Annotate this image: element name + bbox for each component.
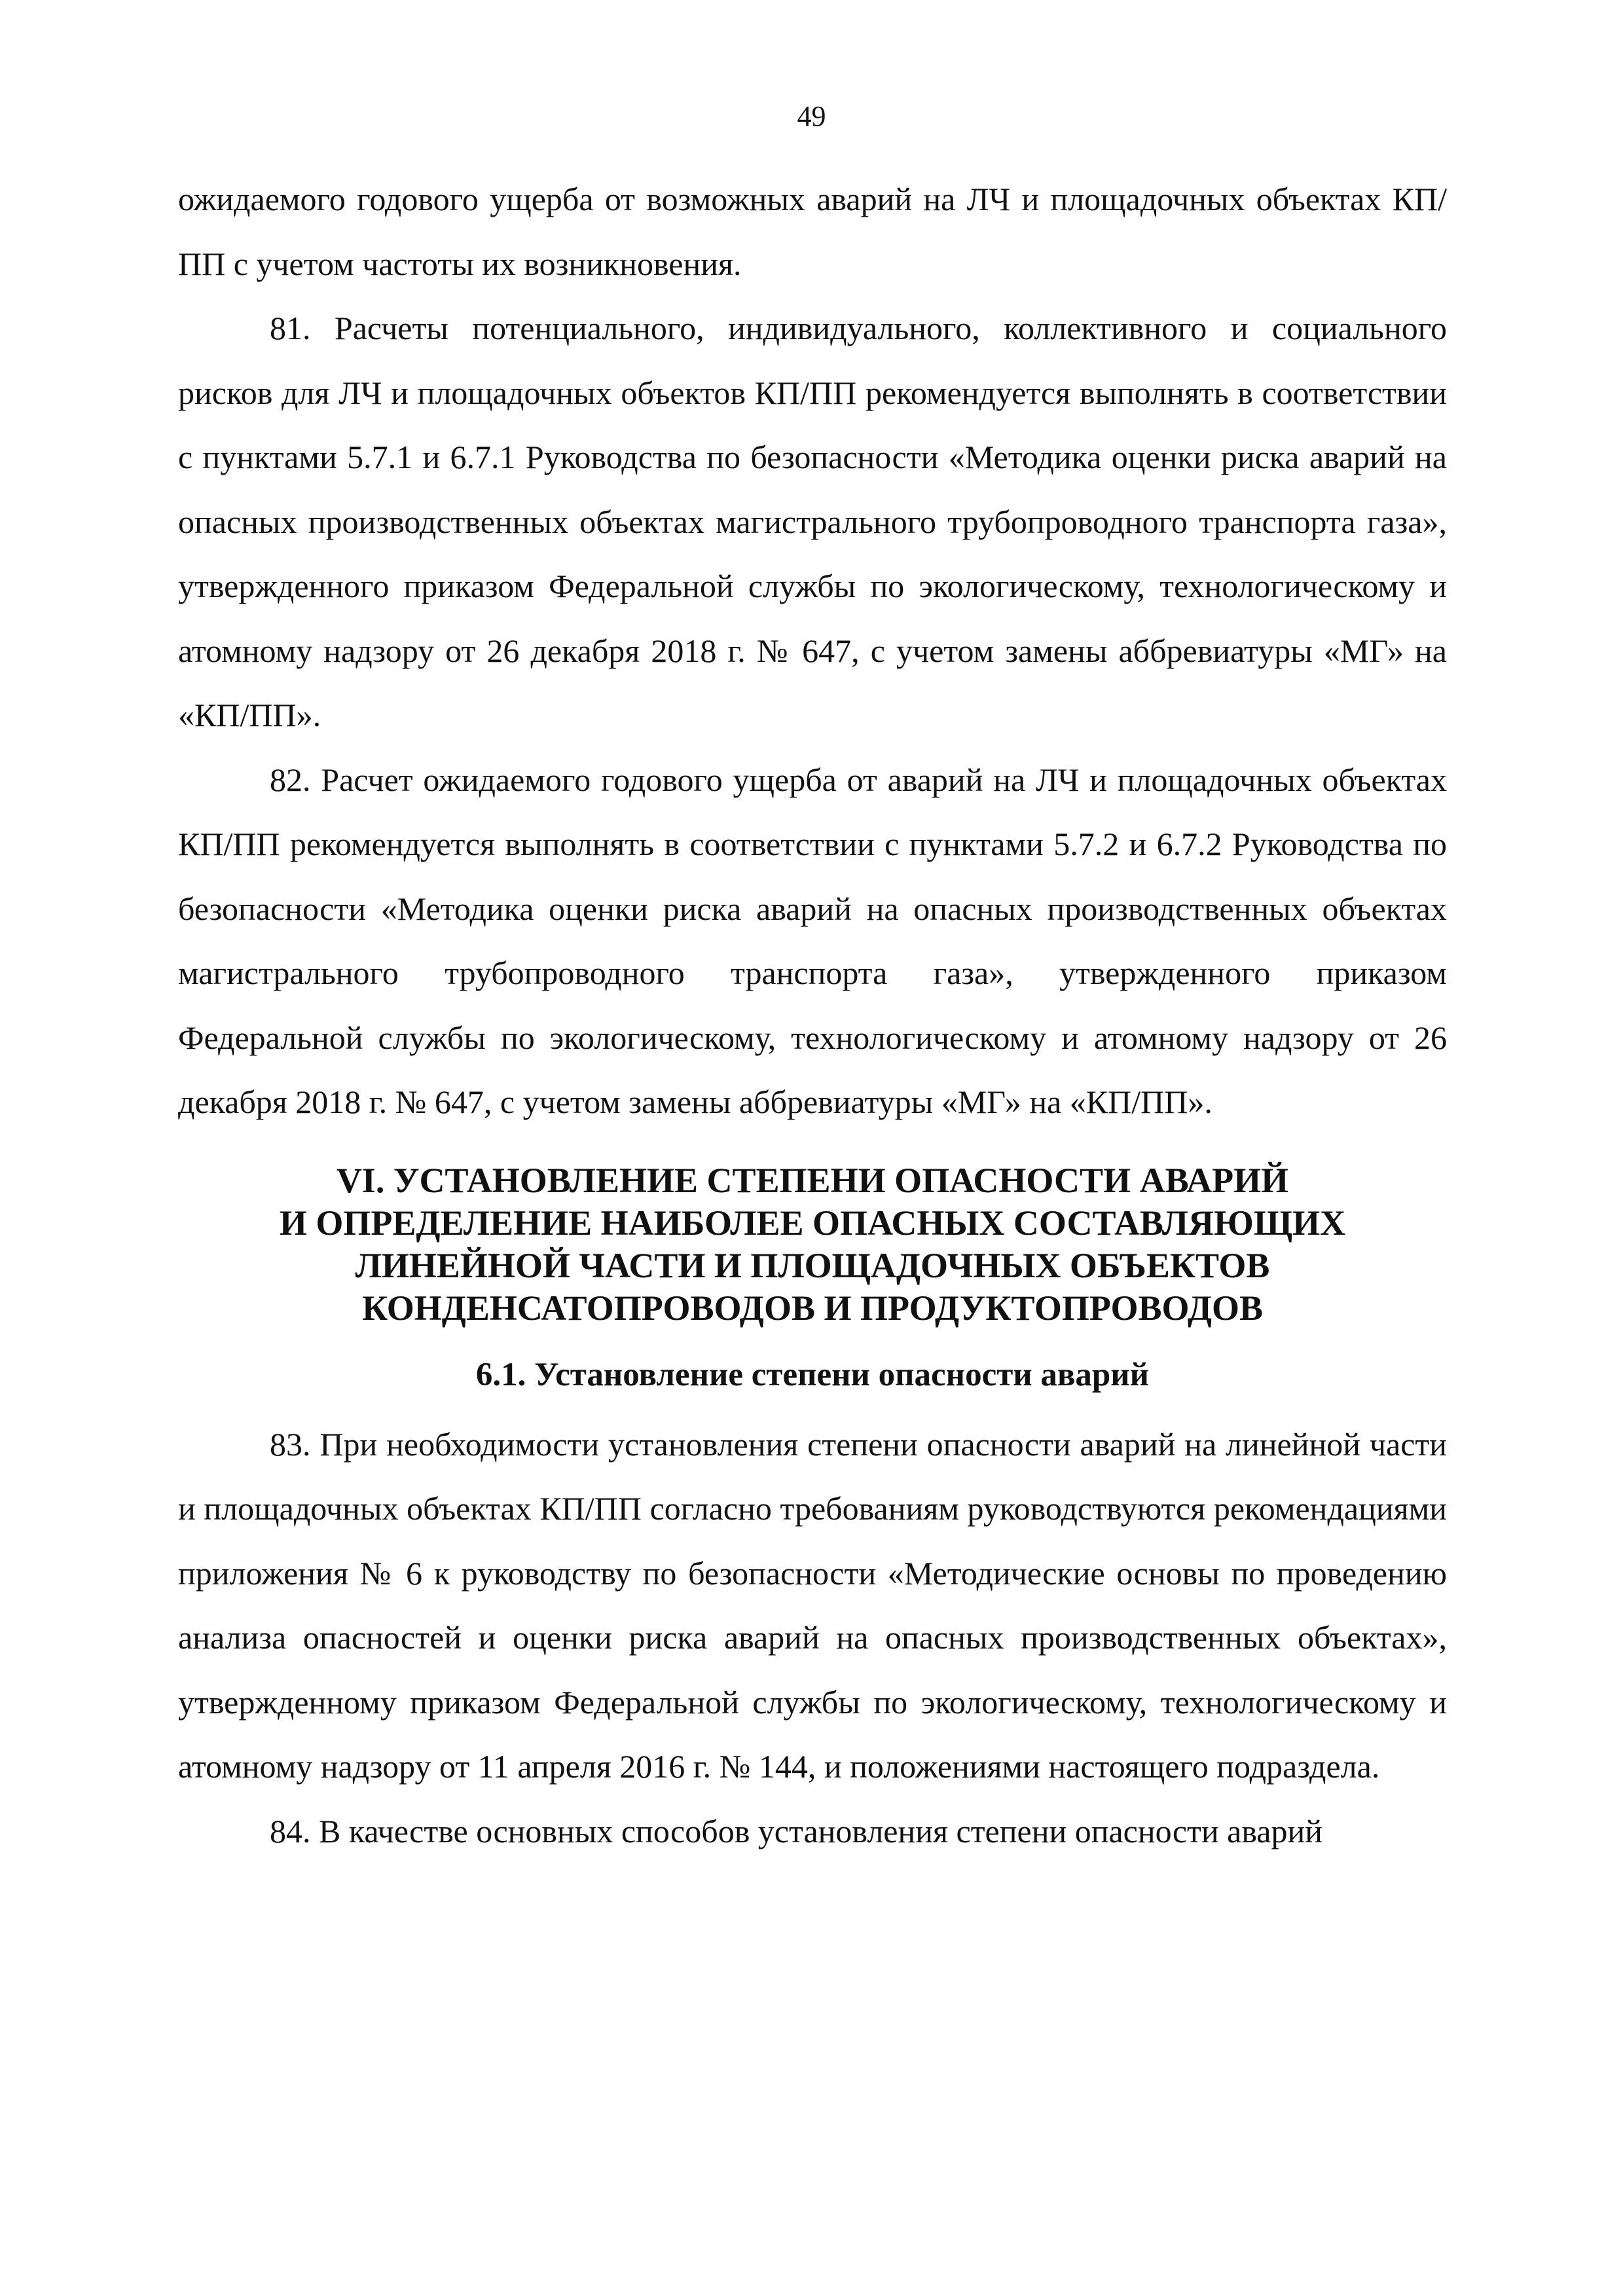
page-number: 49 <box>797 100 826 132</box>
paragraph-84: 84. В качестве основных способов установления степени опасности аварий <box>270 1812 1323 1850</box>
section-title-line-2: И ОПРЕДЕЛЕНИЕ НАИБОЛЕЕ ОПАСНЫХ СОСТАВЛЯЮЩИХ <box>279 1203 1346 1243</box>
section-title-line-1: VI. УСТАНОВЛЕНИЕ СТЕПЕНИ ОПАСНОСТИ АВАРИЙ <box>336 1160 1289 1200</box>
paragraph-81: 81. Расчеты потенциального, индивидуального, коллективного и социального рисков для ЛЧ и площадочных объектов КП/ПП рекомендуется выполнять в соответствии с пунктами 5.7.1 и 6.7.1 Руководства по безопасности «Методика оценки риска аварий на опасных производственных объектах магистрального трубопроводного транспорта газа», утвержденного приказом Федеральной службы по экологическому, технологическому и атомному надзору от 26 декабря 2018 г. № 647, с учетом замены аббревиатуры «МГ» на «КП/ПП». <box>178 310 1447 733</box>
paragraph-83: 83. При необходимости установления степени опасности аварий на линейной части и площадочных объектах КП/ПП согласно требованиям руководствуются рекомендациями приложения № 6 к руководству по безопасности «Методические основы по проведению анализа опасностей и оценки риска аварий на опасных производственных объектах», утвержденному приказом Федеральной службы по экологическому, технологическому и атомному надзору от 11 апреля 2016 г. № 144, и положениями настоящего подраздела. <box>178 1425 1447 1785</box>
document-body <box>178 167 1447 1863</box>
subsection-title: 6.1. Установление степени опасности аварий <box>475 1356 1150 1393</box>
section-title <box>178 1159 1447 1330</box>
paragraph-82: 82. Расчет ожидаемого годового ущерба от аварий на ЛЧ и площадочных объектах КП/ПП рекомендуется выполнять в соответствии с пунктами 5.7.2 и 6.7.2 Руководства по безопасности «Методика оценки риска аварий на опасных производственных объектах магистрального трубопроводного транспорта газа», утвержденного приказом Федеральной службы по экологическому, технологическому и атомному надзору от 26 декабря 2018 г. № 647, с учетом замены аббревиатуры «МГ» на «КП/ПП». <box>178 761 1447 1120</box>
section-title-line-3: ЛИНЕЙНОЙ ЧАСТИ И ПЛОЩАДОЧНЫХ ОБЪЕКТОВ <box>355 1245 1270 1285</box>
paragraph-continuation: ожидаемого годового ущерба от возможных аварий на ЛЧ и площадочных объектах КП/ПП с учетом частоты их возникновения. <box>178 181 1447 282</box>
section-title-line-4: КОНДЕНСАТОПРОВОДОВ И ПРОДУКТОПРОВОДОВ <box>361 1288 1264 1328</box>
